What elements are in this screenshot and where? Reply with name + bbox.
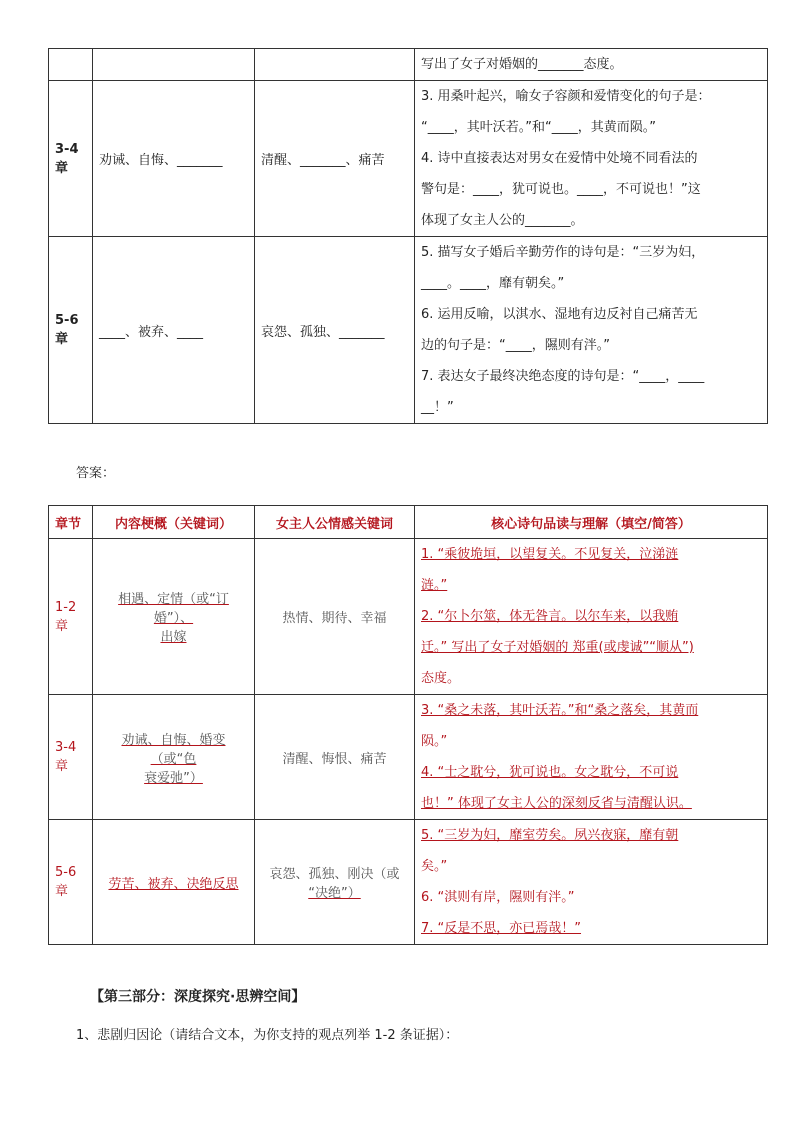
poem-cell [415,237,768,424]
chapter-label: 5-6 章 [49,237,93,424]
question-line: 5. 描写女子婚后辛勤劳作的诗句是：“三岁为妇， [421,245,705,260]
question-line: 3. 用桑叶起兴，喻女子容颜和爱情变化的句子是： [421,89,711,104]
emotion-cell: 热情、期待、幸福 [255,539,415,695]
table-row [49,695,768,820]
emotion-cell: 清醒、_______、痛苦 [255,81,415,237]
content-cell: 劳苦、被弃、决绝反思 [93,820,255,945]
poem-cell [415,820,768,945]
answer-line: 也！” 体现了女主人公的深刻反省与清醒认识。 [421,796,692,811]
table-row [49,81,768,237]
chapter-label: 3-4 章 [49,695,93,820]
poem-cell [415,539,768,695]
emotion-cell: 清醒、悔恨、痛苦 [255,695,415,820]
question-line: 体现了女主人公的_______。 [421,213,584,228]
table-row [49,820,768,945]
answer-line: 态度。 [421,671,461,686]
answer-line: 矣。” [421,859,448,874]
answer-line: 6. “淇则有岸，隰则有泮。” [421,890,575,905]
question-line: 警句是：____，犹可说也。____，不可说也！”这 [421,182,701,197]
table-row [49,539,768,695]
emotion-cell: 哀怨、孤独、_______ [255,237,415,424]
question-line: “____，其叶沃若。”和“____，其黄而陨。” [421,120,656,135]
answer-line: 7. “反是不思，亦已焉哉！” [421,921,582,936]
answer-line: 陨。” [421,734,448,749]
table-header-row [49,506,768,539]
answer-line: 迁。” 写出了女子对婚姻的 郑重(或虔诚”“顺从”) [421,640,694,655]
question-line: 写出了女子对婚姻的_______态度。 [421,57,623,72]
question-line: ____。____，靡有朝矣。” [421,276,565,291]
header-chapter: 章节 [49,506,93,539]
chapter-label: 1-2 章 [49,539,93,695]
question-line: __！” [421,400,454,415]
header-emotion: 女主人公情感关键词 [255,506,415,539]
answer-table [48,505,768,945]
answer-label: 答案： [76,466,116,481]
section-title: 【第三部分：深度探究·思辨空间】 [90,989,306,1005]
answer-line: 3. “桑之未落，其叶沃若。”和“桑之落矣，其黄而 [421,703,699,718]
poem-cell [415,81,768,237]
content-cell: 相遇、定情（或“订婚”）、 出嫁 [93,539,255,695]
question-line: 6. 运用反喻，以淇水、湿地有边反衬自己痛苦无 [421,307,698,322]
answer-line: 4. “士之耽兮，犹可说也。女之耽兮，不可说 [421,765,679,780]
question-line: 7. 表达女子最终决绝态度的诗句是：“____，____ [421,369,705,384]
chapter-label: 3-4 章 [49,81,93,237]
content-cell: ____、被弃、____ [93,237,255,424]
answer-line: 5. “三岁为妇，靡室劳矣。夙兴夜寐，靡有朝 [421,828,679,843]
header-poem: 核心诗句品读与理解（填空/简答） [415,506,768,539]
question-table [48,48,768,424]
header-content: 内容梗概（关键词） [93,506,255,539]
poem-cell [415,695,768,820]
question-line: 4. 诗中直接表达对男女在爱情中处境不同看法的 [421,151,698,166]
chapter-label: 5-6 章 [49,820,93,945]
answer-line: 涟。” [421,578,448,593]
answer-line: 2. “尔卜尔筮，体无咎言。以尔车来，以我贿 [421,609,679,624]
answer-line: 1. “乘彼垝垣，以望复关。不见复关，泣涕涟 [421,547,679,562]
emotion-cell: 哀怨、孤独、刚决（或 “决绝”） [255,820,415,945]
table-row [49,49,768,81]
question-line: 边的句子是：“____，隰则有泮。” [421,338,610,353]
content-cell: 劝诫、自悔、_______ [93,81,255,237]
content-cell: 劝诫、自悔、婚变（或“色 衰爱弛”） [93,695,255,820]
table-row [49,237,768,424]
question-text: 1、悲剧归因论（请结合文本，为你支持的观点列举 1-2 条证据）： [76,1028,459,1043]
